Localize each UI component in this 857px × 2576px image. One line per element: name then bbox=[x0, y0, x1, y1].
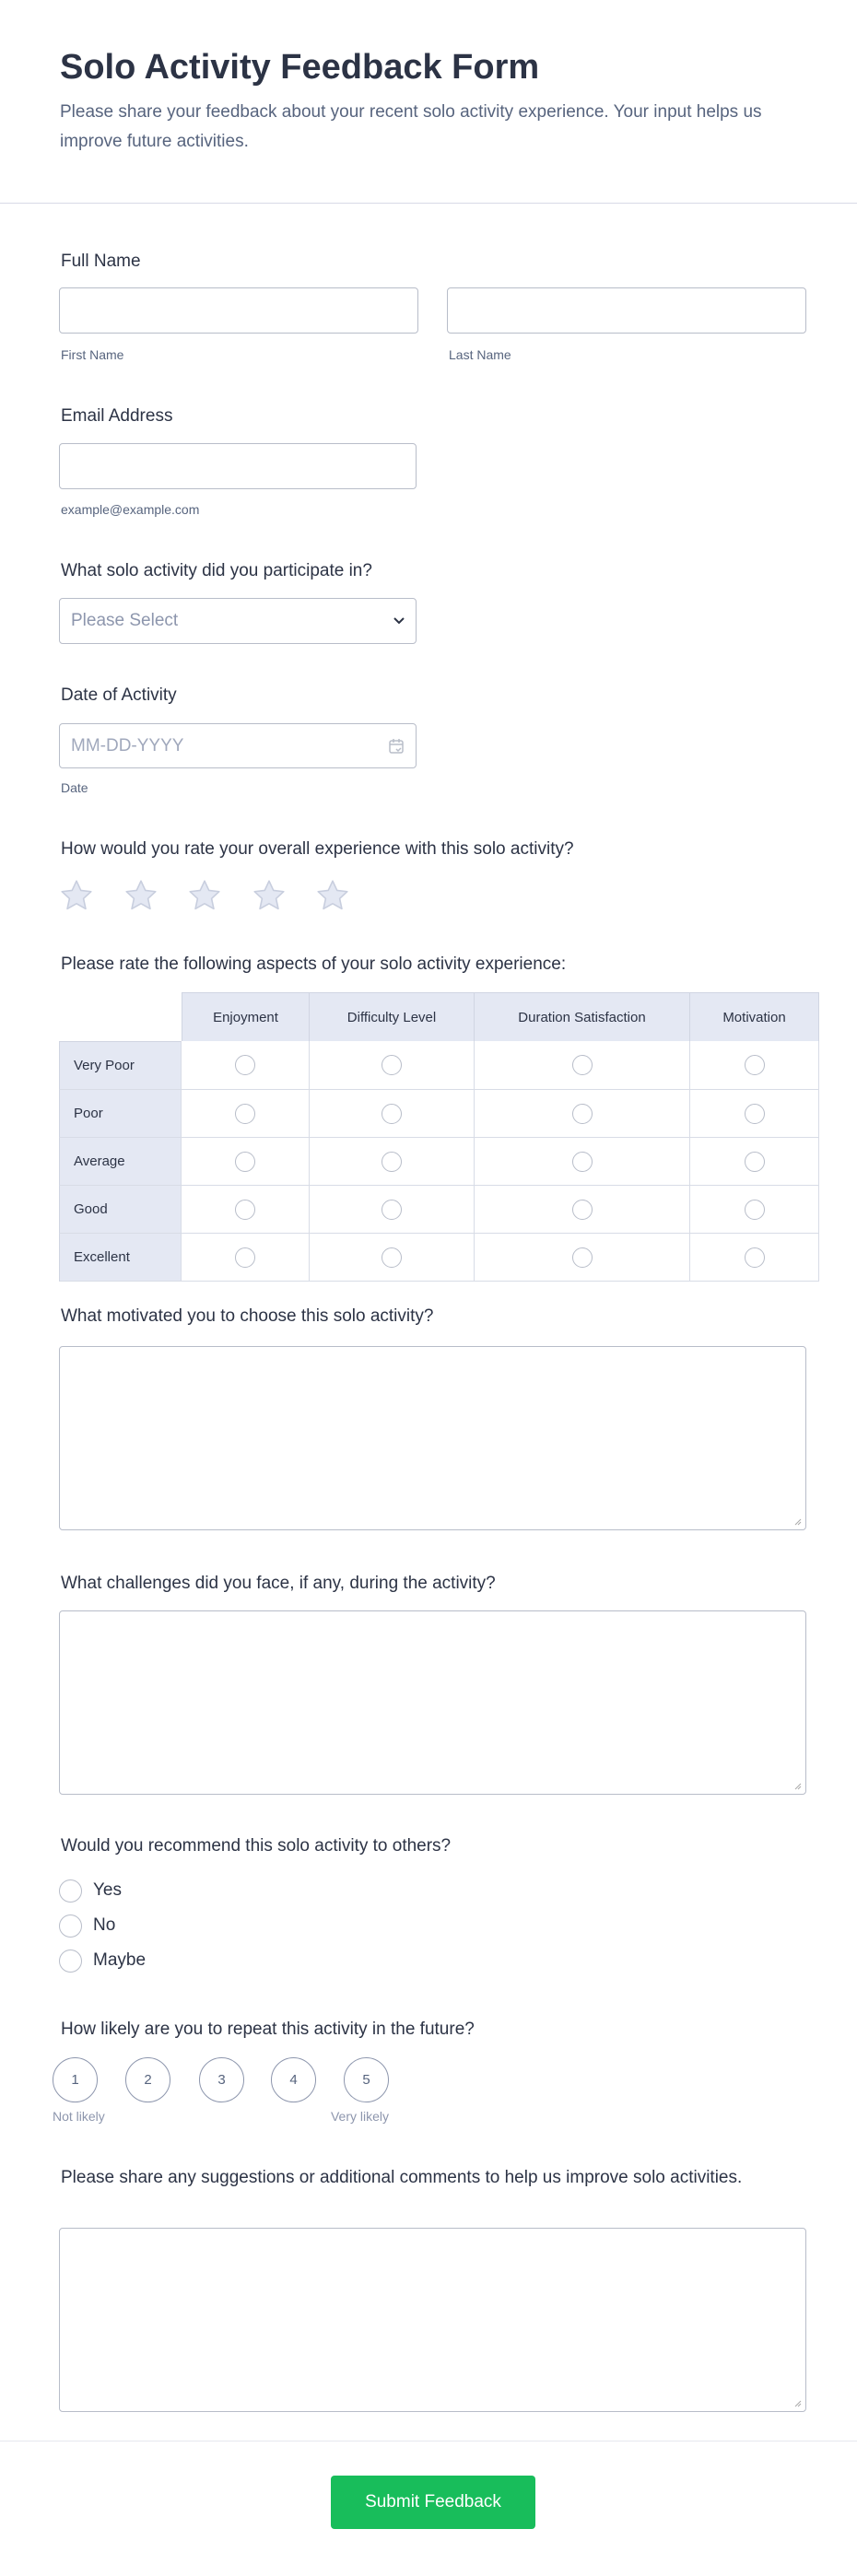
matrix-row-label: Average bbox=[59, 1138, 182, 1186]
star-icon[interactable] bbox=[315, 878, 350, 913]
matrix-radio[interactable] bbox=[572, 1055, 593, 1075]
matrix-radio[interactable] bbox=[745, 1152, 765, 1172]
date-sublabel: Date bbox=[61, 780, 88, 795]
matrix-row bbox=[59, 1041, 819, 1090]
radio-button[interactable] bbox=[59, 1879, 82, 1903]
recommend-option[interactable] bbox=[59, 1914, 115, 1938]
likelihood-label: How likely are you to repeat this activity in the future? bbox=[61, 2020, 475, 2039]
submit-button[interactable]: Submit Feedback bbox=[331, 2476, 535, 2529]
matrix-radio[interactable] bbox=[572, 1247, 593, 1268]
recommend-option[interactable] bbox=[59, 1949, 146, 1973]
matrix-label: Please rate the following aspects of your solo activity experience: bbox=[61, 954, 567, 974]
first-name-input[interactable] bbox=[59, 287, 418, 334]
matrix-radio[interactable] bbox=[745, 1247, 765, 1268]
radio-button[interactable] bbox=[59, 1950, 82, 1973]
matrix-radio[interactable] bbox=[382, 1200, 402, 1220]
recommend-option[interactable] bbox=[59, 1879, 122, 1903]
star-icon[interactable] bbox=[59, 878, 94, 913]
matrix-radio[interactable] bbox=[235, 1152, 255, 1172]
matrix-column-header: Motivation bbox=[690, 992, 819, 1041]
radio-button[interactable] bbox=[59, 1914, 82, 1938]
star-icon[interactable] bbox=[123, 878, 158, 913]
challenges-textarea[interactable] bbox=[59, 1610, 806, 1795]
email-sublabel: example@example.com bbox=[61, 502, 200, 517]
rating-matrix bbox=[59, 992, 819, 1282]
last-name-input[interactable] bbox=[447, 287, 806, 334]
activity-label: What solo activity did you participate in? bbox=[61, 561, 372, 580]
date-input[interactable] bbox=[59, 723, 417, 768]
matrix-row-label: Poor bbox=[59, 1090, 182, 1138]
activity-select[interactable] bbox=[59, 598, 417, 644]
matrix-radio[interactable] bbox=[745, 1104, 765, 1124]
scale-min-label: Not likely bbox=[53, 2109, 105, 2124]
recommend-label: Would you recommend this solo activity to others? bbox=[61, 1836, 452, 1856]
date-placeholder: MM-DD-YYYY bbox=[71, 735, 184, 755]
resize-grip-icon[interactable] bbox=[794, 1518, 802, 1526]
matrix-radio[interactable] bbox=[572, 1200, 593, 1220]
scale-option[interactable]: 4 bbox=[271, 2057, 316, 2102]
matrix-radio[interactable] bbox=[235, 1104, 255, 1124]
email-input[interactable] bbox=[59, 443, 417, 489]
page-title: Solo Activity Feedback Form bbox=[60, 48, 540, 87]
activity-placeholder: Please Select bbox=[71, 611, 179, 630]
matrix-radio[interactable] bbox=[745, 1200, 765, 1220]
star-icon[interactable] bbox=[252, 878, 287, 913]
header-divider bbox=[0, 203, 857, 204]
email-label: Email Address bbox=[61, 406, 173, 426]
matrix-radio[interactable] bbox=[745, 1055, 765, 1075]
matrix-row bbox=[59, 1186, 819, 1234]
matrix-radio[interactable] bbox=[572, 1104, 593, 1124]
option-label: Maybe bbox=[93, 1950, 147, 1970]
scale-option[interactable]: 3 bbox=[199, 2057, 244, 2102]
chevron-down-icon bbox=[393, 617, 405, 625]
scale-option[interactable]: 5 bbox=[344, 2057, 389, 2102]
first-name-sublabel: First Name bbox=[61, 347, 124, 362]
scale-option[interactable]: 1 bbox=[53, 2057, 98, 2102]
matrix-row-label: Good bbox=[59, 1186, 182, 1234]
matrix-row-label: Excellent bbox=[59, 1234, 182, 1282]
comments-label: Please share any suggestions or additional comments to help us improve solo activities. bbox=[61, 2168, 743, 2187]
matrix-row bbox=[59, 1138, 819, 1186]
challenges-label: What challenges did you face, if any, during the activity? bbox=[61, 1574, 496, 1593]
matrix-radio[interactable] bbox=[235, 1200, 255, 1220]
full-name-label: Full Name bbox=[61, 252, 141, 271]
last-name-sublabel: Last Name bbox=[449, 347, 511, 362]
calendar-icon[interactable] bbox=[388, 738, 405, 755]
matrix-column-header: Duration Satisfaction bbox=[475, 992, 690, 1041]
motivation-label: What motivated you to choose this solo activity? bbox=[61, 1306, 434, 1326]
scale-max-label: Very likely bbox=[330, 2109, 389, 2124]
comments-textarea[interactable] bbox=[59, 2228, 806, 2412]
matrix-radio[interactable] bbox=[382, 1247, 402, 1268]
matrix-row-label: Very Poor bbox=[59, 1041, 182, 1090]
rating-label: How would you rate your overall experience with this solo activity? bbox=[61, 839, 574, 859]
matrix-radio[interactable] bbox=[382, 1104, 402, 1124]
matrix-radio[interactable] bbox=[572, 1152, 593, 1172]
matrix-radio[interactable] bbox=[382, 1152, 402, 1172]
star-icon[interactable] bbox=[187, 878, 222, 913]
resize-grip-icon[interactable] bbox=[794, 2400, 802, 2407]
matrix-column-header: Enjoyment bbox=[182, 992, 310, 1041]
option-label: No bbox=[93, 1915, 116, 1935]
motivation-textarea[interactable] bbox=[59, 1346, 806, 1530]
resize-grip-icon[interactable] bbox=[794, 1783, 802, 1790]
option-label: Yes bbox=[93, 1880, 122, 1900]
matrix-column-header: Difficulty Level bbox=[310, 992, 475, 1041]
matrix-row bbox=[59, 1090, 819, 1138]
matrix-row bbox=[59, 1234, 819, 1282]
scale-option[interactable]: 2 bbox=[125, 2057, 170, 2102]
matrix-radio[interactable] bbox=[382, 1055, 402, 1075]
page-description: Please share your feedback about your recent solo activity experience. Your input helps us improve future activities. bbox=[60, 102, 762, 151]
matrix-radio[interactable] bbox=[235, 1055, 255, 1075]
date-label: Date of Activity bbox=[61, 685, 177, 705]
matrix-radio[interactable] bbox=[235, 1247, 255, 1268]
